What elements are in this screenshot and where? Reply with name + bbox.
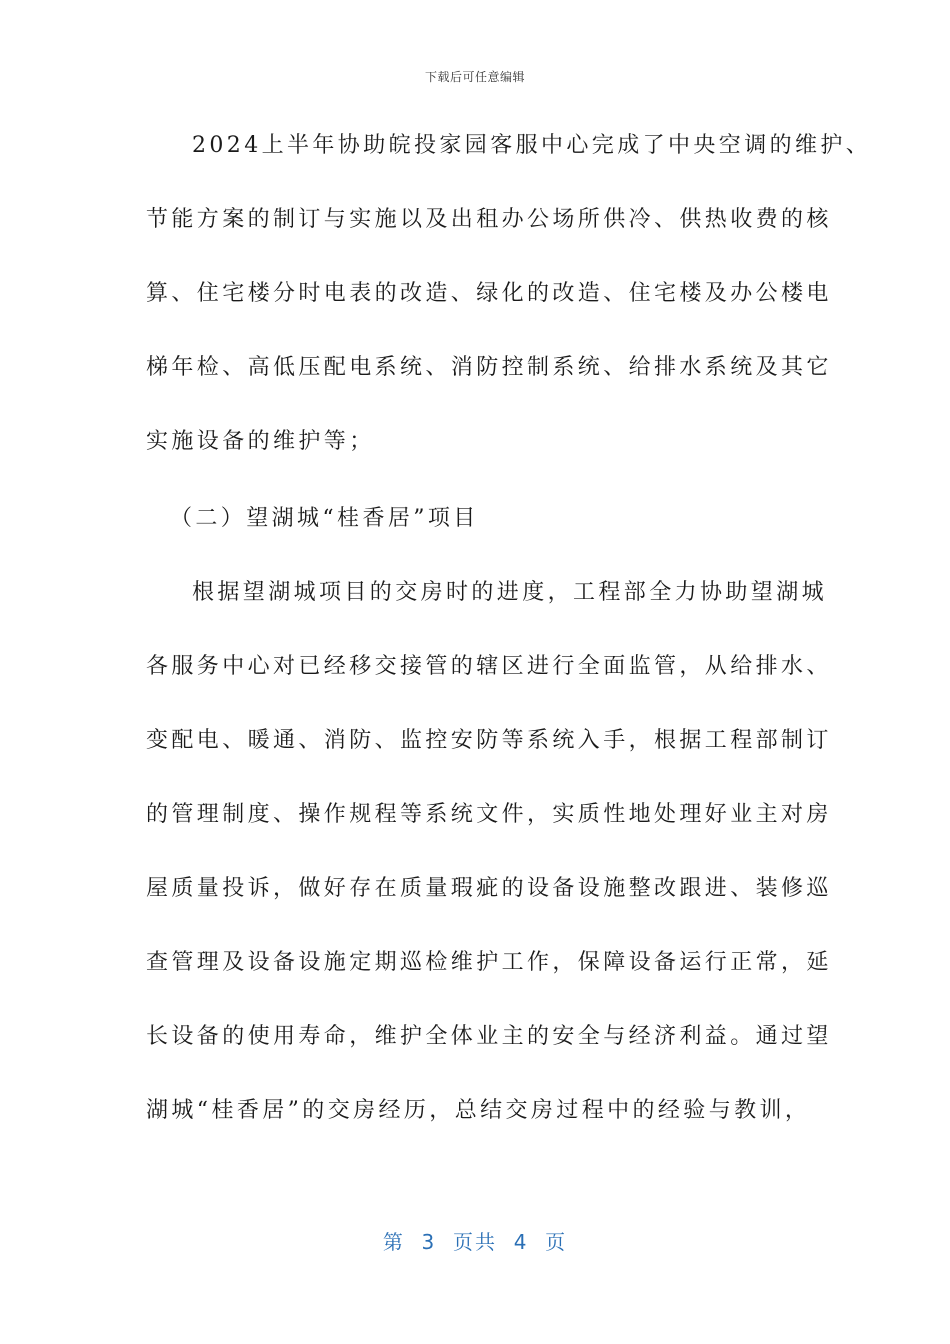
body-line: 梯年检、高低压配电系统、消防控制系统、给排水系统及其它 bbox=[146, 355, 832, 380]
section-heading: （二）望湖城“桂香居”项目 bbox=[170, 506, 479, 531]
body-line: 实施设备的维护等； bbox=[146, 429, 375, 454]
body-line: 节能方案的制订与实施以及出租办公场所供冷、供热收费的核 bbox=[146, 207, 832, 232]
body-line: 查管理及设备设施定期巡检维护工作，保障设备运行正常，延 bbox=[146, 950, 832, 975]
body-line: 的管理制度、操作规程等系统文件，实质性地处理好业主对房 bbox=[146, 802, 832, 827]
body-line: 2024上半年协助皖投家园客服中心完成了中央空调的维护、 bbox=[192, 133, 872, 158]
body-line: 根据望湖城项目的交房时的进度，工程部全力协助望湖城 bbox=[192, 580, 828, 605]
body-line: 长设备的使用寿命，维护全体业主的安全与经济利益。通过望 bbox=[146, 1024, 832, 1049]
body-line: 各服务中心对已经移交接管的辖区进行全面监管，从给排水、 bbox=[146, 654, 832, 679]
body-line: 湖城“桂香居”的交房经历，总结交房过程中的经验与教训， bbox=[146, 1098, 811, 1123]
page-number-footer: 第 3 页共 4 页 bbox=[382, 1230, 568, 1254]
header-note: 下载后可任意编辑 bbox=[424, 70, 525, 84]
body-line: 变配电、暖通、消防、监控安防等系统入手，根据工程部制订 bbox=[146, 728, 832, 753]
body-line: 算、住宅楼分时电表的改造、绿化的改造、住宅楼及办公楼电 bbox=[146, 281, 832, 306]
body-line: 屋质量投诉，做好存在质量瑕疵的设备设施整改跟进、装修巡 bbox=[146, 876, 832, 901]
